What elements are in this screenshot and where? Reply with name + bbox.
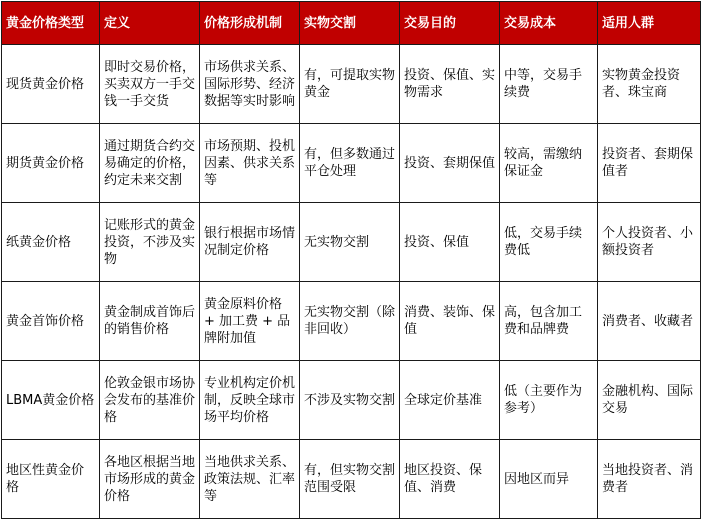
gold-price-comparison-table (1, 1, 701, 519)
cell-trading-cost: 较高，需缴纳保证金 (500, 124, 598, 203)
cell-target-users: 个人投资者、小额投资者 (598, 203, 701, 282)
header-pricing-mechanism: 价格形成机制 (200, 2, 300, 45)
cell-trading-purpose: 地区投资、保值、消费 (400, 440, 500, 519)
cell-pricing-mechanism: 市场预期、投机因素、供求关系等 (200, 124, 300, 203)
cell-target-users: 消费者、收藏者 (598, 282, 701, 361)
cell-target-users: 金融机构、国际交易 (598, 361, 701, 440)
table-row (2, 282, 701, 361)
cell-definition: 记账形式的黄金投资，不涉及实物 (100, 203, 200, 282)
cell-trading-cost: 高，包含加工费和品牌费 (500, 282, 598, 361)
header-price-type: 黄金价格类型 (2, 2, 100, 45)
cell-trading-purpose: 投资、套期保值 (400, 124, 500, 203)
cell-trading-cost: 低（主要作为参考） (500, 361, 598, 440)
cell-physical-delivery: 无实物交割 (300, 203, 400, 282)
cell-definition: 各地区根据当地市场形成的黄金价格 (100, 440, 200, 519)
cell-physical-delivery: 无实物交割（除非回收） (300, 282, 400, 361)
cell-definition: 黄金制成首饰后的销售价格 (100, 282, 200, 361)
header-definition: 定义 (100, 2, 200, 45)
cell-physical-delivery: 有，可提取实物黄金 (300, 45, 400, 124)
cell-price-type: 地区性黄金价格 (2, 440, 100, 519)
cell-pricing-mechanism: 当地供求关系、政策法规、汇率等 (200, 440, 300, 519)
cell-trading-cost: 中等，交易手续费 (500, 45, 598, 124)
cell-pricing-mechanism: 专业机构定价机制，反映全球市场平均价格 (200, 361, 300, 440)
header-target-users: 适用人群 (598, 2, 701, 45)
cell-physical-delivery: 有，但多数通过平仓处理 (300, 124, 400, 203)
cell-price-type: 现货黄金价格 (2, 45, 100, 124)
cell-trading-purpose: 投资、保值、实物需求 (400, 45, 500, 124)
cell-target-users: 实物黄金投资者、珠宝商 (598, 45, 701, 124)
cell-trading-cost: 因地区而异 (500, 440, 598, 519)
header-trading-cost: 交易成本 (500, 2, 598, 45)
cell-pricing-mechanism: 黄金原料价格 + 加工费 + 品牌附加值 (200, 282, 300, 361)
cell-trading-purpose: 消费、装饰、保值 (400, 282, 500, 361)
cell-trading-cost: 低，交易手续费低 (500, 203, 598, 282)
cell-definition: 伦敦金银市场协会发布的基准价格 (100, 361, 200, 440)
table-row (2, 124, 701, 203)
table-body (2, 45, 701, 519)
table-row (2, 361, 701, 440)
table-row (2, 45, 701, 124)
cell-trading-purpose: 全球定价基准 (400, 361, 500, 440)
table-row (2, 203, 701, 282)
header-row (2, 2, 701, 45)
table-header (2, 2, 701, 45)
cell-pricing-mechanism: 银行根据市场情况制定价格 (200, 203, 300, 282)
cell-price-type: 期货黄金价格 (2, 124, 100, 203)
cell-trading-purpose: 投资、保值 (400, 203, 500, 282)
header-physical-delivery: 实物交割 (300, 2, 400, 45)
cell-target-users: 当地投资者、消费者 (598, 440, 701, 519)
cell-physical-delivery: 不涉及实物交割 (300, 361, 400, 440)
cell-physical-delivery: 有，但实物交割范围受限 (300, 440, 400, 519)
cell-price-type: 黄金首饰价格 (2, 282, 100, 361)
header-trading-purpose: 交易目的 (400, 2, 500, 45)
cell-price-type: 纸黄金价格 (2, 203, 100, 282)
cell-target-users: 投资者、套期保值者 (598, 124, 701, 203)
cell-price-type: LBMA黄金价格 (2, 361, 100, 440)
table-row (2, 440, 701, 519)
cell-pricing-mechanism: 市场供求关系、国际形势、经济数据等实时影响 (200, 45, 300, 124)
cell-definition: 通过期货合约交易确定的价格，约定未来交割 (100, 124, 200, 203)
cell-definition: 即时交易价格，买卖双方一手交钱一手交货 (100, 45, 200, 124)
